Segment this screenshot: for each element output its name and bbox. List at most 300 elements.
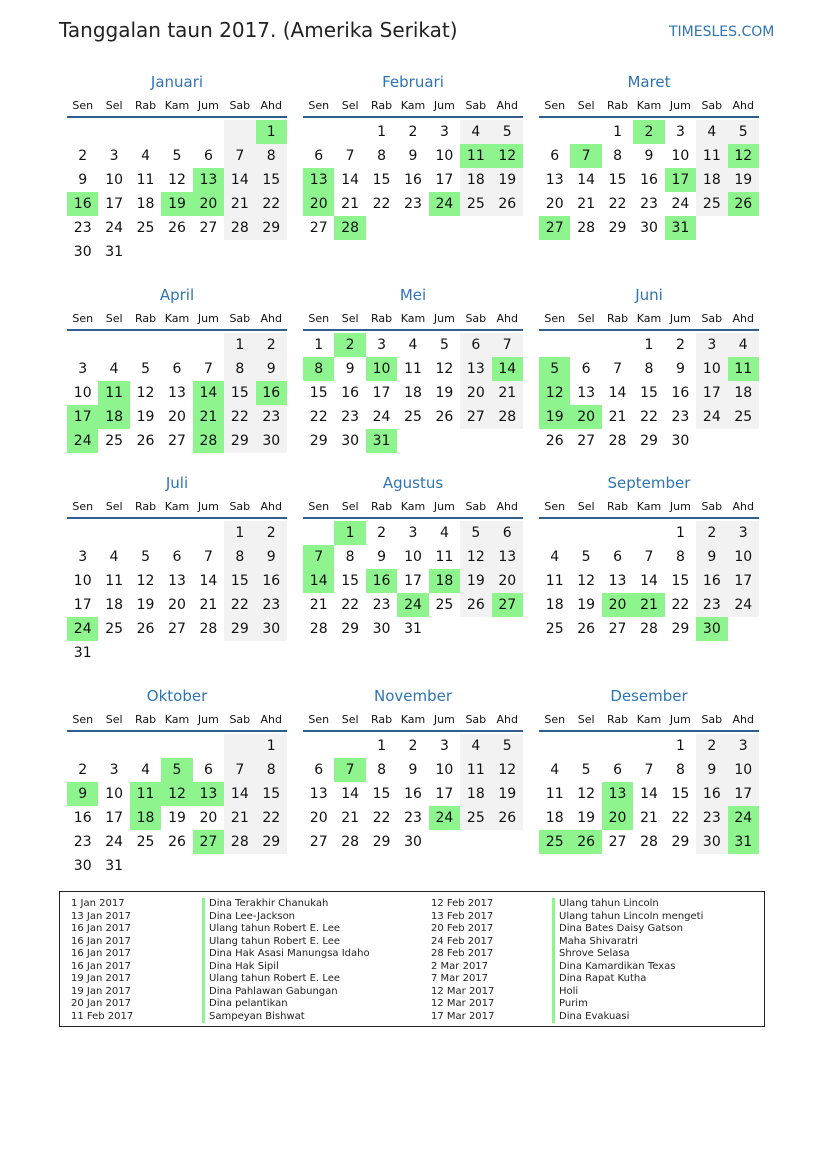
day-cell: 15 — [608, 172, 627, 188]
weekday-label: Kam — [636, 713, 662, 726]
day-cell: 29 — [671, 621, 690, 637]
day-cell: 7 — [203, 549, 213, 565]
day-cell: 14 — [492, 357, 523, 381]
brand-link[interactable]: TIMESLES.COM — [669, 24, 775, 40]
day-cell: 4 — [408, 337, 418, 353]
legend-holiday-name: Maha Shivaratri — [559, 935, 638, 947]
weekday-label: Sen — [544, 312, 566, 325]
legend-holiday-name: Dina Rapat Kutha — [559, 973, 647, 984]
day-cell: 14 — [303, 569, 334, 593]
day-cell: 15 — [256, 168, 287, 192]
day-cell: 8 — [675, 549, 685, 565]
legend-holiday-name: Dina Pahlawan Gabungan — [209, 985, 338, 997]
day-cell: 18 — [98, 405, 129, 429]
day-cell: 30 — [696, 830, 727, 854]
day-cell: 4 — [141, 762, 151, 778]
day-cell: 22 — [608, 196, 627, 212]
day-cell: 6 — [314, 148, 324, 164]
day-cell: 16 — [73, 810, 92, 826]
day-cell: 26 — [728, 192, 759, 216]
legend-date: 16 Jan 2017 — [71, 948, 131, 959]
weekday-label: Sen — [544, 500, 566, 513]
day-grid — [303, 734, 523, 854]
empty-cell — [130, 734, 161, 758]
day-cell: 26 — [545, 433, 564, 449]
day-cell: 2 — [696, 521, 727, 545]
day-cell: 1 — [256, 120, 287, 144]
day-cell: 21 — [193, 405, 224, 429]
day-cell: 12 — [577, 573, 596, 589]
day-grid — [303, 120, 523, 240]
weekday-header — [303, 710, 523, 732]
day-cell: 28 — [199, 621, 218, 637]
day-cell: 28 — [640, 621, 658, 637]
empty-cell — [633, 734, 664, 758]
empty-cell — [539, 521, 570, 545]
weekday-label: Sab — [229, 99, 251, 112]
weekday-label: Ahd — [260, 500, 282, 513]
legend-date: 13 Feb 2017 — [431, 910, 494, 922]
weekday-label: Sen — [308, 713, 330, 726]
day-cell: 26 — [492, 192, 523, 216]
day-cell: 30 — [256, 429, 287, 453]
day-cell: 3 — [408, 525, 418, 541]
day-cell: 1 — [256, 734, 287, 758]
day-cell: 11 — [435, 549, 454, 565]
day-cell: 17 — [404, 573, 422, 589]
day-cell: 25 — [105, 621, 124, 637]
day-cell: 16 — [671, 385, 690, 401]
day-cell: 31 — [366, 429, 397, 453]
weekday-label: Jum — [433, 312, 455, 325]
legend-holiday-name: Dina Evakuasi — [559, 1010, 630, 1022]
day-cell: 25 — [460, 806, 491, 830]
day-cell: 8 — [644, 361, 654, 377]
day-cell: 29 — [671, 834, 690, 850]
legend-holiday-name: Dina Kamardikan Texas — [559, 960, 676, 972]
legend-holiday-name: Shrove Selasa — [559, 948, 630, 959]
weekday-label: Sen — [72, 713, 94, 726]
day-cell: 13 — [309, 786, 328, 802]
day-cell: 11 — [130, 782, 161, 806]
weekday-label: Rab — [370, 713, 393, 726]
day-cell: 29 — [256, 216, 287, 240]
day-cell: 12 — [577, 786, 596, 802]
day-cell: 23 — [73, 834, 92, 850]
day-cell: 12 — [136, 573, 155, 589]
weekday-label: Rab — [606, 99, 629, 112]
month-name: Juni — [635, 286, 663, 304]
day-cell: 9 — [408, 762, 418, 778]
legend-date: 16 Jan 2017 — [71, 960, 131, 972]
empty-cell — [539, 333, 570, 357]
day-cell: 13 — [545, 172, 564, 188]
day-cell: 28 — [224, 216, 255, 240]
day-cell: 3 — [377, 337, 387, 353]
day-cell: 18 — [460, 168, 491, 192]
weekday-label: Sel — [105, 500, 123, 513]
weekday-label: Ahd — [496, 713, 518, 726]
day-cell: 15 — [224, 569, 255, 593]
day-cell: 13 — [168, 385, 186, 401]
day-cell: 1 — [377, 124, 387, 140]
day-cell: 6 — [492, 521, 523, 545]
day-cell: 19 — [492, 782, 523, 806]
day-cell: 18 — [136, 196, 155, 212]
weekday-label: Sel — [341, 500, 359, 513]
weekday-label: Kam — [636, 312, 662, 325]
day-cell: 22 — [224, 405, 255, 429]
day-cell: 20 — [309, 810, 328, 826]
weekday-label: Sab — [701, 713, 723, 726]
day-cell: 13 — [577, 385, 596, 401]
day-cell: 5 — [460, 521, 491, 545]
day-cell: 3 — [439, 738, 449, 754]
day-cell: 22 — [341, 597, 360, 613]
day-cell: 21 — [224, 806, 255, 830]
legend-holiday-name: Ulang tahun Robert E. Lee — [209, 923, 341, 934]
day-cell: 13 — [193, 168, 224, 192]
day-cell: 30 — [73, 244, 92, 260]
day-cell: 23 — [404, 810, 422, 826]
month-desember — [539, 685, 759, 854]
day-cell: 25 — [136, 220, 155, 236]
day-cell: 8 — [303, 357, 334, 381]
day-cell: 27 — [608, 834, 627, 850]
day-cell: 28 — [577, 220, 596, 236]
weekday-header — [303, 96, 523, 118]
weekday-label: Jum — [197, 99, 219, 112]
empty-cell — [539, 734, 570, 758]
day-cell: 11 — [545, 573, 564, 589]
day-cell: 24 — [728, 593, 759, 617]
day-cell: 26 — [460, 593, 491, 617]
day-cell: 19 — [577, 810, 596, 826]
weekday-label: Rab — [370, 500, 393, 513]
day-cell: 11 — [696, 144, 727, 168]
day-cell: 21 — [577, 196, 596, 212]
day-grid — [67, 333, 287, 453]
day-cell: 18 — [130, 806, 161, 830]
day-cell: 16 — [640, 172, 658, 188]
day-cell: 3 — [109, 762, 119, 778]
day-cell: 25 — [545, 621, 564, 637]
day-cell: 7 — [613, 361, 623, 377]
day-cell: 10 — [435, 762, 454, 778]
day-cell: 12 — [435, 361, 454, 377]
legend-date: 12 Feb 2017 — [431, 898, 494, 909]
day-cell: 18 — [404, 385, 422, 401]
day-cell: 28 — [224, 830, 255, 854]
legend-holiday-name: Dina Bates Daisy Gatson — [559, 923, 683, 934]
day-cell: 27 — [577, 433, 596, 449]
day-cell: 2 — [256, 521, 287, 545]
weekday-header — [67, 710, 287, 732]
day-cell: 9 — [256, 357, 287, 381]
weekday-label: Sen — [544, 713, 566, 726]
weekday-label: Ahd — [260, 312, 282, 325]
day-cell: 26 — [136, 621, 155, 637]
weekday-label: Rab — [370, 312, 393, 325]
weekday-label: Kam — [400, 99, 426, 112]
day-grid — [303, 521, 523, 641]
empty-cell — [98, 333, 129, 357]
weekday-label: Ahd — [732, 713, 754, 726]
day-cell: 3 — [109, 148, 119, 164]
legend-date: 19 Jan 2017 — [71, 985, 131, 997]
empty-cell — [570, 521, 601, 545]
weekday-label: Jum — [197, 500, 219, 513]
day-cell: 14 — [608, 385, 627, 401]
weekday-label: Sab — [701, 99, 723, 112]
day-cell: 1 — [224, 333, 255, 357]
day-cell: 3 — [728, 734, 759, 758]
legend-date: 1 Jan 2017 — [71, 898, 125, 909]
day-cell: 5 — [539, 357, 570, 381]
day-cell: 31 — [73, 645, 92, 661]
day-cell: 1 — [377, 738, 387, 754]
empty-cell — [161, 120, 192, 144]
day-cell: 29 — [256, 830, 287, 854]
day-cell: 12 — [168, 172, 186, 188]
day-cell: 28 — [193, 429, 224, 453]
day-cell: 29 — [341, 621, 360, 637]
day-cell: 5 — [161, 758, 192, 782]
day-cell: 4 — [109, 361, 119, 377]
day-cell: 6 — [203, 762, 213, 778]
day-cell: 16 — [696, 569, 727, 593]
legend-holiday-name: Holi — [559, 985, 579, 997]
legend-date: 13 Jan 2017 — [71, 910, 131, 922]
day-cell: 11 — [98, 381, 129, 405]
weekday-label: Sen — [308, 500, 330, 513]
legend-holiday-name: Dina Hak Asasi Manungsa Idaho — [209, 948, 370, 959]
weekday-label: Sen — [72, 312, 94, 325]
day-cell: 11 — [460, 144, 491, 168]
day-cell: 6 — [613, 549, 623, 565]
weekday-label: Jum — [197, 312, 219, 325]
weekday-label: Kam — [400, 713, 426, 726]
day-cell: 15 — [372, 172, 391, 188]
legend-holiday-name: Dina Lee-Jackson — [209, 910, 296, 922]
weekday-label: Jum — [433, 500, 455, 513]
day-cell: 1 — [224, 521, 255, 545]
day-cell: 12 — [161, 782, 192, 806]
day-cell: 8 — [224, 357, 255, 381]
month-name: Desember — [610, 687, 688, 705]
day-cell: 11 — [545, 786, 564, 802]
empty-cell — [193, 734, 224, 758]
day-cell: 15 — [309, 385, 328, 401]
day-cell: 17 — [435, 786, 454, 802]
day-cell: 30 — [671, 433, 690, 449]
day-cell: 16 — [256, 569, 287, 593]
day-cell: 30 — [372, 621, 391, 637]
day-cell: 19 — [168, 810, 186, 826]
day-cell: 3 — [439, 124, 449, 140]
day-cell: 30 — [696, 617, 727, 641]
day-cell: 27 — [492, 593, 523, 617]
day-cell: 30 — [640, 220, 658, 236]
day-cell: 16 — [341, 385, 360, 401]
day-cell: 10 — [366, 357, 397, 381]
empty-cell — [633, 521, 664, 545]
day-cell: 2 — [408, 738, 418, 754]
weekday-header — [539, 96, 759, 118]
day-cell: 4 — [696, 120, 727, 144]
day-cell: 31 — [105, 244, 124, 260]
day-cell: 14 — [640, 786, 658, 802]
day-cell: 14 — [224, 782, 255, 806]
day-cell: 13 — [492, 545, 523, 569]
day-cell: 21 — [492, 381, 523, 405]
weekday-label: Sab — [229, 500, 251, 513]
day-cell: 8 — [675, 762, 685, 778]
empty-cell — [193, 521, 224, 545]
day-cell: 24 — [429, 192, 460, 216]
empty-cell — [570, 120, 601, 144]
day-cell: 22 — [309, 409, 328, 425]
day-cell: 21 — [199, 597, 218, 613]
weekday-label: Sab — [465, 500, 487, 513]
weekday-label: Sel — [577, 713, 595, 726]
legend-holiday-name: Dina Terakhir Chanukah — [209, 898, 329, 909]
day-cell: 11 — [404, 361, 422, 377]
day-cell: 24 — [372, 409, 391, 425]
legend-holiday-name: Sampeyan Bishwat — [209, 1010, 305, 1022]
day-cell: 20 — [570, 405, 601, 429]
day-cell: 25 — [728, 405, 759, 429]
weekday-label: Sen — [308, 99, 330, 112]
legend-holiday-name: Ulang tahun Lincoln — [559, 898, 659, 909]
day-cell: 9 — [377, 549, 387, 565]
day-cell: 7 — [644, 549, 654, 565]
day-cell: 29 — [309, 433, 328, 449]
day-cell: 16 — [404, 172, 422, 188]
legend-dates — [431, 898, 494, 1023]
weekday-label: Ahd — [496, 500, 518, 513]
day-cell: 1 — [334, 521, 365, 545]
legend-date: 17 Mar 2017 — [431, 1010, 495, 1022]
weekday-label: Rab — [606, 713, 629, 726]
day-cell: 22 — [671, 597, 690, 613]
day-cell: 16 — [67, 192, 98, 216]
day-cell: 17 — [67, 405, 98, 429]
day-cell: 7 — [644, 762, 654, 778]
day-cell: 6 — [550, 148, 560, 164]
weekday-label: Sab — [465, 99, 487, 112]
legend-holiday-name: Dina pelantikan — [209, 998, 288, 1009]
day-cell: 22 — [671, 810, 690, 826]
day-cell: 28 — [309, 621, 328, 637]
day-cell: 20 — [492, 569, 523, 593]
day-cell: 17 — [73, 597, 92, 613]
day-grid — [539, 333, 759, 453]
day-cell: 23 — [696, 806, 727, 830]
legend-holiday-name: Purim — [559, 998, 588, 1009]
day-cell: 21 — [224, 192, 255, 216]
empty-cell — [67, 734, 98, 758]
page-title: Tanggalan taun 2017. (Amerika Serikat) — [59, 18, 458, 42]
day-cell: 19 — [161, 192, 192, 216]
day-cell: 4 — [728, 333, 759, 357]
legend-holiday-name: Ulang tahun Robert E. Lee — [209, 973, 341, 984]
day-cell: 14 — [199, 573, 218, 589]
day-cell: 14 — [577, 172, 596, 188]
day-cell: 2 — [696, 734, 727, 758]
empty-cell — [193, 333, 224, 357]
legend-date: 2 Mar 2017 — [431, 960, 489, 972]
day-cell: 9 — [67, 782, 98, 806]
legend-date: 19 Jan 2017 — [71, 973, 131, 984]
empty-cell — [98, 521, 129, 545]
day-cell: 20 — [602, 593, 633, 617]
weekday-label: Ahd — [260, 713, 282, 726]
day-cell: 9 — [675, 361, 685, 377]
empty-cell — [98, 734, 129, 758]
day-cell: 19 — [460, 569, 491, 593]
day-cell: 18 — [545, 597, 564, 613]
weekday-label: Ahd — [732, 312, 754, 325]
day-cell: 18 — [460, 782, 491, 806]
day-cell: 29 — [640, 433, 658, 449]
day-cell: 3 — [675, 124, 685, 140]
day-cell: 21 — [341, 810, 360, 826]
day-cell: 11 — [460, 758, 491, 782]
day-cell: 21 — [640, 810, 658, 826]
legend-date: 7 Mar 2017 — [431, 973, 489, 984]
weekday-label: Sab — [465, 312, 487, 325]
empty-cell — [67, 521, 98, 545]
day-cell: 14 — [341, 172, 360, 188]
weekday-label: Jum — [669, 713, 691, 726]
month-agustus — [303, 472, 523, 641]
weekday-label: Sen — [72, 500, 94, 513]
day-cell: 14 — [193, 381, 224, 405]
month-name: April — [159, 286, 195, 304]
day-cell: 23 — [671, 409, 690, 425]
day-cell: 4 — [141, 148, 151, 164]
weekday-header — [67, 96, 287, 118]
day-cell: 19 — [136, 409, 155, 425]
legend-names — [202, 898, 370, 1023]
empty-cell — [130, 521, 161, 545]
day-cell: 16 — [366, 569, 397, 593]
month-januari — [67, 71, 287, 264]
day-cell: 20 — [199, 810, 218, 826]
day-cell: 5 — [141, 549, 151, 565]
day-cell: 19 — [539, 405, 570, 429]
day-cell: 24 — [397, 593, 428, 617]
weekday-label: Ahd — [496, 312, 518, 325]
day-cell: 16 — [256, 381, 287, 405]
day-cell: 9 — [256, 545, 287, 569]
day-cell: 15 — [256, 782, 287, 806]
day-cell: 15 — [671, 573, 690, 589]
month-name: Maret — [627, 73, 671, 91]
month-juli — [67, 472, 287, 665]
day-cell: 18 — [105, 597, 124, 613]
day-cell: 27 — [193, 830, 224, 854]
day-cell: 12 — [492, 758, 523, 782]
weekday-label: Sel — [105, 713, 123, 726]
day-cell: 2 — [675, 337, 685, 353]
day-cell: 17 — [435, 172, 454, 188]
day-cell: 5 — [581, 762, 591, 778]
day-cell: 9 — [408, 148, 418, 164]
day-cell: 2 — [256, 333, 287, 357]
day-cell: 29 — [224, 429, 255, 453]
